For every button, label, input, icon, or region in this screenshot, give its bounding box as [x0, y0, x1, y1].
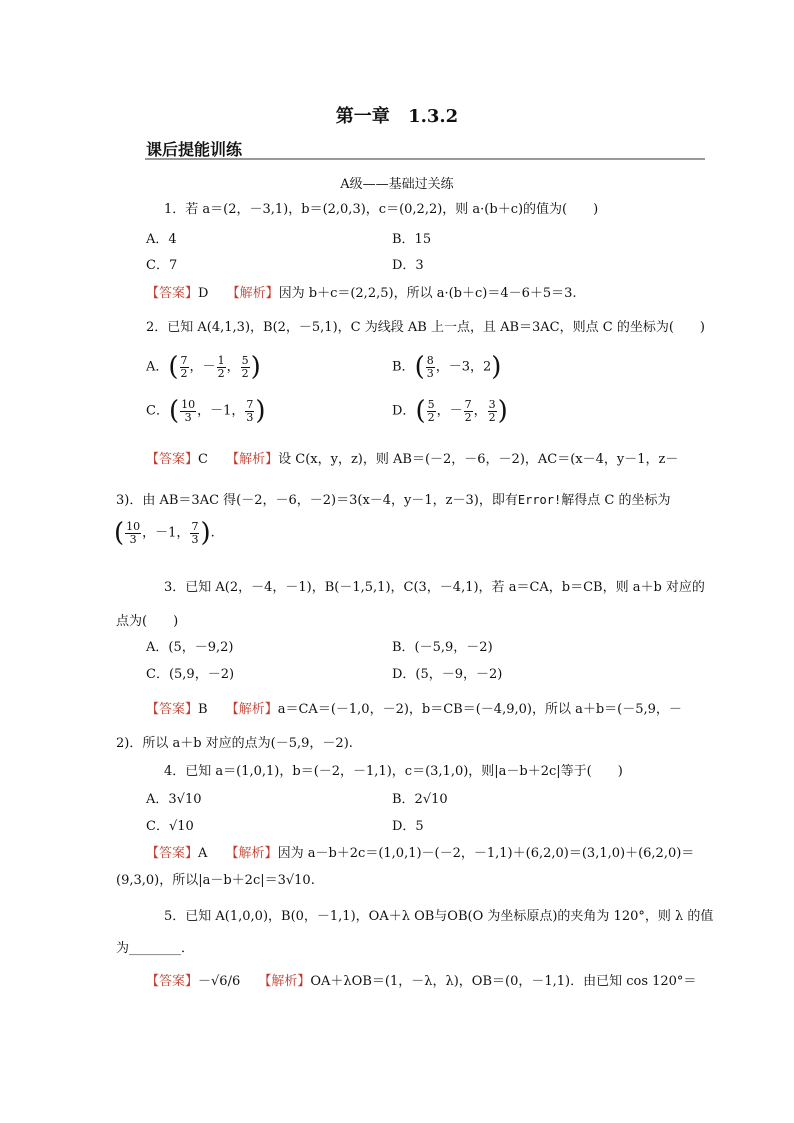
option-label: A．	[146, 359, 169, 375]
q1-option-b: B．15	[392, 232, 432, 247]
explanation-tag: 【解析】	[258, 974, 311, 989]
section-heading: 课后提能训练	[146, 140, 243, 159]
q1-stem: 1．若 a＝(2，－3,1)，b＝(2,0,3)，c＝(0,2,2)，则 a·(b＋c)的值为( )	[164, 202, 599, 217]
q2-result: ( $\frac{10}{3}$ ，－1， $\frac{7}{3}$ ).	[114, 518, 215, 548]
answer-tag: 【答案】	[146, 452, 199, 467]
q2-stem: 2．已知 A(4,1,3)，B(2，－5,1)，C 为线段 AB 上一点，且 AB＝3AC，则点 C 的坐标为( )	[146, 320, 705, 335]
q5-stem-line2: 为________．	[116, 941, 195, 956]
explanation-text: 因为 a－b＋2c＝(1,0,1)－(－2，－1,1)＋(6,2,0)＝(3,1,0)＋(6,2,0)＝	[277, 846, 695, 861]
level-heading: A级——基础过关练	[340, 177, 454, 192]
q2-option-a: A．( $\frac{7}{2}$ ，－ $\frac{1}{2}$ ， $\frac{5}{2}$ )	[146, 352, 261, 382]
answer-tag: 【答案】	[146, 702, 199, 717]
explanation-text: 因为 b＋c＝(2,2,5)，所以 a·(b＋c)＝4－6＋5＝3.	[278, 286, 577, 301]
q4-option-b: B．2√10	[392, 792, 448, 807]
answer-tag: 【答案】	[146, 846, 199, 861]
q4-option-d: D．5	[392, 819, 424, 834]
q3-option-c: C．(5,9，－2)	[146, 667, 235, 682]
q3-option-d: D．(5，－9，－2)	[392, 667, 503, 682]
answer-value: －√6/6	[198, 974, 241, 989]
option-label: C．	[146, 403, 169, 419]
q3-stem-line1: 3．已知 A(2，－4，－1)，B(－1,5,1)，C(3，－4,1)，若 a＝CA，b＝CB，则 a＋b 对应的	[164, 580, 705, 595]
q1-option-c: C．7	[146, 258, 178, 273]
explanation-tag: 【解析】	[225, 702, 278, 717]
q5-stem-line1: 5．已知 A(1,0,0)，B(0，－1,1)，OA＋λ OB与OB(O 为坐标原点)的夹角为 120°，则 λ 的值	[164, 909, 714, 924]
answer-value: D	[198, 286, 209, 301]
q2-option-b: B．( $\frac{8}{3}$ ，－3，2)	[392, 352, 502, 382]
q1-answer	[146, 282, 577, 301]
error-marker: Error!	[517, 493, 562, 507]
q4-option-c: C．√10	[146, 819, 194, 834]
answer-value: C	[198, 452, 208, 467]
explanation-text: 解得点 C 的坐标为	[561, 493, 671, 508]
q1-option-d: D．3	[392, 258, 424, 273]
explanation-text: a＝CA＝(－1,0，－2)，b＝CB＝(－4,9,0)，所以 a＋b＝(－5,9，－	[277, 702, 682, 717]
q2-option-c: C．( $\frac{10}{3}$ ，－1， $\frac{7}{3}$ )	[146, 396, 266, 426]
q4-explanation-line2: (9,3,0)，所以|a－b＋2c|＝3√10.	[116, 873, 315, 888]
q3-answer	[146, 698, 682, 717]
q3-option-a: A．(5，－9,2)	[146, 640, 234, 655]
chapter-label: 第一章	[335, 106, 390, 127]
q3-option-b: B．(－5,9，－2)	[392, 640, 493, 655]
q3-explanation-line2: 2)．所以 a＋b 对应的点为(－5,9，－2).	[116, 736, 353, 751]
q3-stem-line2: 点为( )	[116, 614, 179, 629]
answer-value: B	[198, 702, 208, 717]
option-label: D．	[392, 403, 416, 419]
q4-answer	[146, 842, 694, 861]
explanation-tag: 【解析】	[226, 286, 279, 301]
heading-divider	[145, 158, 705, 160]
explanation-text: OA＋λOB＝(1，－λ，λ)，OB＝(0，－1,1)．由已知 cos 120°＝	[310, 974, 697, 989]
explanation-tag: 【解析】	[225, 846, 278, 861]
page-title	[0, 102, 794, 128]
section-number: 1.3.2	[408, 106, 459, 127]
answer-tag: 【答案】	[146, 286, 199, 301]
q5-answer	[146, 970, 696, 989]
q4-stem: 4．已知 a＝(1,0,1)，b＝(－2，－1,1)，c＝(3,1,0)，则|a－b＋2c|等于( )	[164, 764, 623, 779]
explanation-text: 设 C(x，y，z)，则 AB＝(－2，－6，－2)，AC＝(x－4，y－1，z－	[278, 452, 679, 467]
explanation-text: 3)．由 AB＝3AC 得(－2，－6，－2)＝3(x－4，y－1，z－3)，即有	[116, 493, 518, 508]
q1-option-a: A．4	[146, 232, 177, 247]
q4-option-a: A．3√10	[146, 792, 202, 807]
q2-explanation-line2	[116, 489, 670, 508]
q2-option-d: D．( $\frac{5}{2}$ ，－ $\frac{7}{2}$ ， $\frac{3}{2}$ )	[392, 396, 508, 426]
explanation-tag: 【解析】	[226, 452, 279, 467]
option-label: B．	[392, 359, 415, 375]
answer-value: A	[198, 846, 208, 861]
q2-answer	[146, 448, 678, 467]
answer-tag: 【答案】	[146, 974, 199, 989]
